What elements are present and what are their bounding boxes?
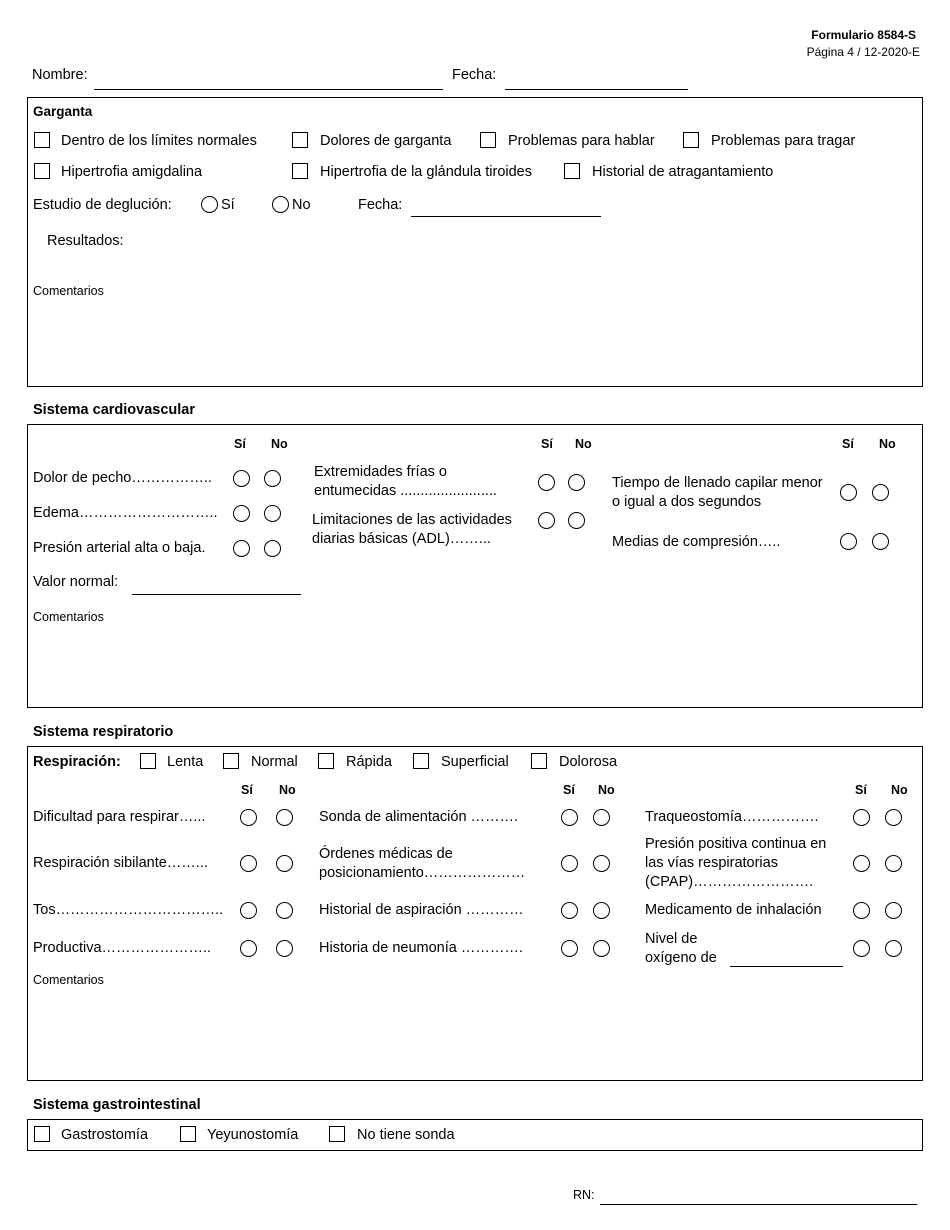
cardio-yes-header: Sí [234, 437, 246, 451]
swallow-problems-label: Problemas para tragar [711, 133, 856, 149]
rn-label: RN: [573, 1188, 595, 1202]
swallow-study-yes-label: Sí [221, 197, 235, 213]
breathing-normal-label: Normal [251, 754, 298, 770]
cold-extremities-no-radio[interactable] [568, 474, 585, 491]
adl-limitations-yes-radio[interactable] [538, 512, 555, 529]
blood-pressure-no-radio[interactable] [264, 540, 281, 557]
aspiration-history-yes-radio[interactable] [561, 902, 578, 919]
pneumonia-history-label: Historia de neumonía …………. [319, 940, 523, 956]
rn-signature-field[interactable] [600, 1204, 917, 1205]
gastrostomy-checkbox[interactable] [34, 1126, 50, 1142]
feeding-tube-yes-radio[interactable] [561, 809, 578, 826]
date-label: Fecha: [452, 67, 497, 83]
throat-normal-label: Dentro de los límites normales [61, 133, 257, 149]
swallow-study-yes-radio[interactable] [201, 196, 218, 213]
inhalation-medication-yes-radio[interactable] [853, 902, 870, 919]
name-field[interactable] [94, 89, 443, 90]
feeding-tube-no-radio[interactable] [593, 809, 610, 826]
normal-value-field[interactable] [132, 594, 301, 595]
resp-no-header: No [279, 783, 296, 797]
wheezing-yes-radio[interactable] [240, 855, 257, 872]
name-label: Nombre: [32, 67, 88, 83]
breathing-painful-checkbox[interactable] [531, 753, 547, 769]
throat-normal-checkbox[interactable] [34, 132, 50, 148]
inhalation-medication-no-radio[interactable] [885, 902, 902, 919]
gi-section [27, 1119, 923, 1151]
speech-problems-checkbox[interactable] [480, 132, 496, 148]
edema-label: Edema……………………….. [33, 505, 218, 521]
breathing-slow-checkbox[interactable] [140, 753, 156, 769]
wheezing-label: Respiración sibilante……... [33, 855, 208, 871]
cpap-yes-radio[interactable] [853, 855, 870, 872]
cold-extremities-label: Extremidades frías o entumecidas ........................ [314, 464, 497, 499]
capillary-refill-yes-radio[interactable] [840, 484, 857, 501]
aspiration-history-label: Historial de aspiración ………… [319, 902, 524, 918]
sore-throat-checkbox[interactable] [292, 132, 308, 148]
cardio-no-header: No [271, 437, 288, 451]
edema-no-radio[interactable] [264, 505, 281, 522]
breathing-shallow-checkbox[interactable] [413, 753, 429, 769]
swallow-study-no-label: No [292, 197, 311, 213]
resp-no-header-2: No [598, 783, 615, 797]
results-label: Resultados: [47, 233, 124, 249]
adl-limitations-label: Limitaciones de las actividades diarias básicas (ADL)……... [312, 512, 512, 547]
inhalation-medication-label: Medicamento de inhalación [645, 902, 822, 918]
swallow-study-no-radio[interactable] [272, 196, 289, 213]
resp-yes-header: Sí [241, 783, 253, 797]
cough-yes-radio[interactable] [240, 902, 257, 919]
swallow-problems-checkbox[interactable] [683, 132, 699, 148]
resp-yes-header-3: Sí [855, 783, 867, 797]
productive-label: Productiva………………….. [33, 940, 212, 956]
chest-pain-label: Dolor de pecho…………….. [33, 470, 212, 486]
jejunostomy-label: Yeyunostomía [207, 1127, 299, 1143]
breathing-rapid-checkbox[interactable] [318, 753, 334, 769]
speech-problems-label: Problemas para hablar [508, 133, 655, 149]
difficulty-breathing-label: Dificultad para respirar…... [33, 809, 206, 825]
choking-history-label: Historial de atragantamiento [592, 164, 774, 180]
throat-title: Garganta [33, 104, 93, 119]
cpap-no-radio[interactable] [885, 855, 902, 872]
tracheostomy-no-radio[interactable] [885, 809, 902, 826]
compression-stockings-yes-radio[interactable] [840, 533, 857, 550]
breathing-painful-label: Dolorosa [559, 754, 618, 770]
pneumonia-history-yes-radio[interactable] [561, 940, 578, 957]
no-tube-label: No tiene sonda [357, 1127, 455, 1143]
blood-pressure-yes-radio[interactable] [233, 540, 250, 557]
cpap-label: Presión positiva continua en las vías respiratorias (CPAP)……………………. [645, 836, 827, 890]
tracheostomy-label: Traqueostomía……………. [645, 809, 819, 825]
aspiration-history-no-radio[interactable] [593, 902, 610, 919]
oxygen-level-yes-radio[interactable] [853, 940, 870, 957]
cardio-no-header-2: No [575, 437, 592, 451]
oxygen-level-field[interactable] [730, 966, 843, 967]
swallow-study-label: Estudio de deglución: [33, 197, 172, 213]
difficulty-breathing-no-radio[interactable] [276, 809, 293, 826]
breathing-normal-checkbox[interactable] [223, 753, 239, 769]
throat-comments-label: Comentarios [33, 284, 104, 298]
resp-yes-header-2: Sí [563, 783, 575, 797]
blood-pressure-label: Presión arterial alta o baja. [33, 540, 206, 556]
compression-stockings-no-radio[interactable] [872, 533, 889, 550]
jejunostomy-checkbox[interactable] [180, 1126, 196, 1142]
sore-throat-label: Dolores de garganta [320, 133, 452, 149]
oxygen-level-no-radio[interactable] [885, 940, 902, 957]
cough-label: Tos…………………………….. [33, 902, 224, 918]
choking-history-checkbox[interactable] [564, 163, 580, 179]
page-info: Página 4 / 12-2020-E [806, 45, 920, 59]
cardio-yes-header-3: Sí [842, 437, 854, 451]
capillary-refill-no-radio[interactable] [872, 484, 889, 501]
breathing-shallow-label: Superficial [441, 754, 509, 770]
form-number: Formulario 8584-S [811, 28, 916, 42]
swallow-study-date-field[interactable] [411, 216, 601, 217]
wheezing-no-radio[interactable] [276, 855, 293, 872]
productive-no-radio[interactable] [276, 940, 293, 957]
productive-yes-radio[interactable] [240, 940, 257, 957]
tonsil-hypertrophy-checkbox[interactable] [34, 163, 50, 179]
cardio-no-header-3: No [879, 437, 896, 451]
feeding-tube-label: Sonda de alimentación ………. [319, 809, 519, 825]
cold-extremities-yes-radio[interactable] [538, 474, 555, 491]
tracheostomy-yes-radio[interactable] [853, 809, 870, 826]
cardio-title: Sistema cardiovascular [33, 402, 196, 418]
swallow-study-date-label: Fecha: [358, 197, 403, 213]
no-tube-checkbox[interactable] [329, 1126, 345, 1142]
breathing-rapid-label: Rápida [346, 754, 392, 770]
oxygen-level-label: Nivel de oxígeno de [645, 931, 717, 966]
resp-no-header-3: No [891, 783, 908, 797]
resp-title: Sistema respiratorio [33, 724, 174, 740]
gastrostomy-label: Gastrostomía [61, 1127, 149, 1143]
resp-comments-label: Comentarios [33, 973, 104, 987]
pneumonia-history-no-radio[interactable] [593, 940, 610, 957]
cardio-comments-label: Comentarios [33, 610, 104, 624]
difficulty-breathing-yes-radio[interactable] [240, 809, 257, 826]
breathing-slow-label: Lenta [167, 754, 204, 770]
cough-no-radio[interactable] [276, 902, 293, 919]
capillary-refill-label: Tiempo de llenado capilar menor o igual a dos segundos [612, 475, 823, 510]
date-field[interactable] [505, 89, 688, 90]
adl-limitations-no-radio[interactable] [568, 512, 585, 529]
thyroid-hypertrophy-checkbox[interactable] [292, 163, 308, 179]
chest-pain-yes-radio[interactable] [233, 470, 250, 487]
chest-pain-no-radio[interactable] [264, 470, 281, 487]
edema-yes-radio[interactable] [233, 505, 250, 522]
thyroid-hypertrophy-label: Hipertrofia de la glándula tiroides [320, 164, 532, 180]
normal-value-label: Valor normal: [33, 574, 119, 590]
tonsil-hypertrophy-label: Hipertrofia amigdalina [61, 164, 203, 180]
positioning-orders-no-radio[interactable] [593, 855, 610, 872]
breathing-label: Respiración: [33, 754, 121, 770]
positioning-orders-label: Órdenes médicas de posicionamiento………………… [319, 846, 526, 881]
cardio-yes-header-2: Sí [541, 437, 553, 451]
positioning-orders-yes-radio[interactable] [561, 855, 578, 872]
gi-title: Sistema gastrointestinal [33, 1097, 201, 1113]
compression-stockings-label: Medias de compresión….. [612, 534, 781, 550]
